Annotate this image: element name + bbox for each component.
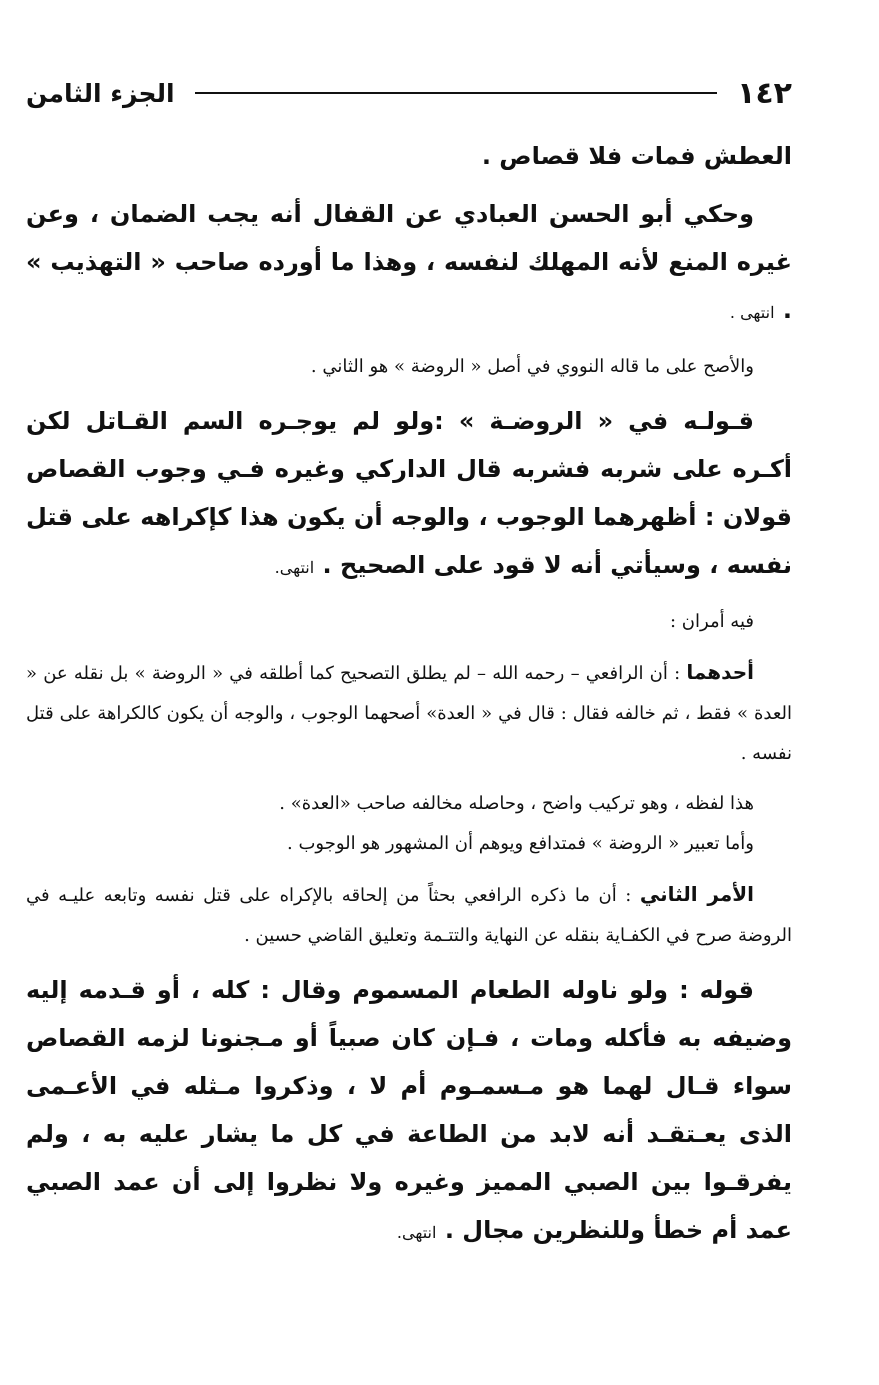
paragraph-9 — [26, 874, 792, 956]
page-number: ١٤٢ — [737, 75, 792, 111]
paragraph-text: وحكي أبو الحسن العبادي عن القفال أنه يجب الضمان ، وعن غيره المنع لأنه المهلك لنفسه ، وهذا ما أورده صاحب « التهذيب » . — [26, 200, 792, 324]
paragraph-end-marker: انتهى . — [729, 303, 775, 322]
paragraph-text: قـولـه في « الروضـة » :ولو لم يوجـره السم القـاتل لكن أكـره على شربه فشربه قال الداركي وغيره فـي وجوب القصاص قولان : أظهرهما الوجوب ، والوجه أن يكون هذا كإكراهه على قتل نفسه ، وسيأتي أنه لا قود على الصحيح . — [26, 407, 792, 579]
paragraph-text: والأصح على ما قاله النووي في أصل « الروضة » هو الثاني . — [310, 356, 754, 377]
paragraph-text: : أن ما ذكره الرافعي بحثاً من إلحاقه بالإكراه على قتل نفسه وتابعه عليـه في الروضة صرح في الكفـاية بنقله عن النهاية والتتـمة وتعليق القاضي حسين . — [26, 885, 792, 946]
paragraph-text: العطش فمات فلا قصاص . — [481, 142, 792, 170]
paragraph-text: فيه أمران : — [670, 611, 754, 632]
paragraph-3 — [26, 347, 792, 387]
header-rule — [195, 92, 718, 94]
paragraph-text: : أن الرافعي – رحمه الله – لم يطلق التصحيح كما أطلقه في « الروضة » بل نقله عن « العدة » فقط ، ثم خالفه فقال : قال في « العدة» أصحهما الوجوب ، والوجه أن يكون كالكراهة على قتل نفسه . — [26, 663, 792, 764]
page-body — [26, 132, 792, 1257]
book-page — [26, 62, 792, 1257]
paragraph-text: قوله : ولو ناوله الطعام المسموم وقال : كله ، أو قـدمه إليه وضيفه به فأكله ومات ، فـإن كان صبياً أو مـجنونا لزمه القصاص سواء قـال لهما هو مـسمـوم أم لا ، وذكروا مـثله في الأعـمى الذى يعـتقـد أنه لابد من الطاعة في كل ما يشار عليه به ، ولم يفرقـوا بين الصبي المميز وغيره ولا نظروا إلى أن عمد الصبي عمد أم خطأ وللنظرين مجال . — [26, 976, 792, 1244]
paragraph-text: هذا لفظه ، وهو تركيب واضح ، وحاصله مخالفه صاحب «العدة» . — [279, 793, 754, 814]
paragraph-2 — [26, 190, 792, 337]
paragraph-1 — [26, 132, 792, 180]
paragraph-8 — [26, 824, 792, 864]
paragraph-7 — [26, 784, 792, 824]
paragraph-4 — [26, 397, 792, 592]
paragraph-end-marker: انتهى. — [396, 1223, 437, 1242]
paragraph-10 — [26, 966, 792, 1257]
paragraph-lead: أحدهما — [686, 660, 754, 684]
paragraph-end-marker: انتهى. — [274, 558, 315, 577]
running-title: الجزء الثامن — [26, 78, 175, 108]
page-header — [26, 62, 792, 124]
paragraph-5 — [26, 602, 792, 642]
paragraph-text: وأما تعبير « الروضة » فمتدافع ويوهم أن المشهور هو الوجوب . — [287, 833, 754, 854]
paragraph-lead: الأمر الثاني — [639, 882, 754, 906]
paragraph-6 — [26, 652, 792, 774]
